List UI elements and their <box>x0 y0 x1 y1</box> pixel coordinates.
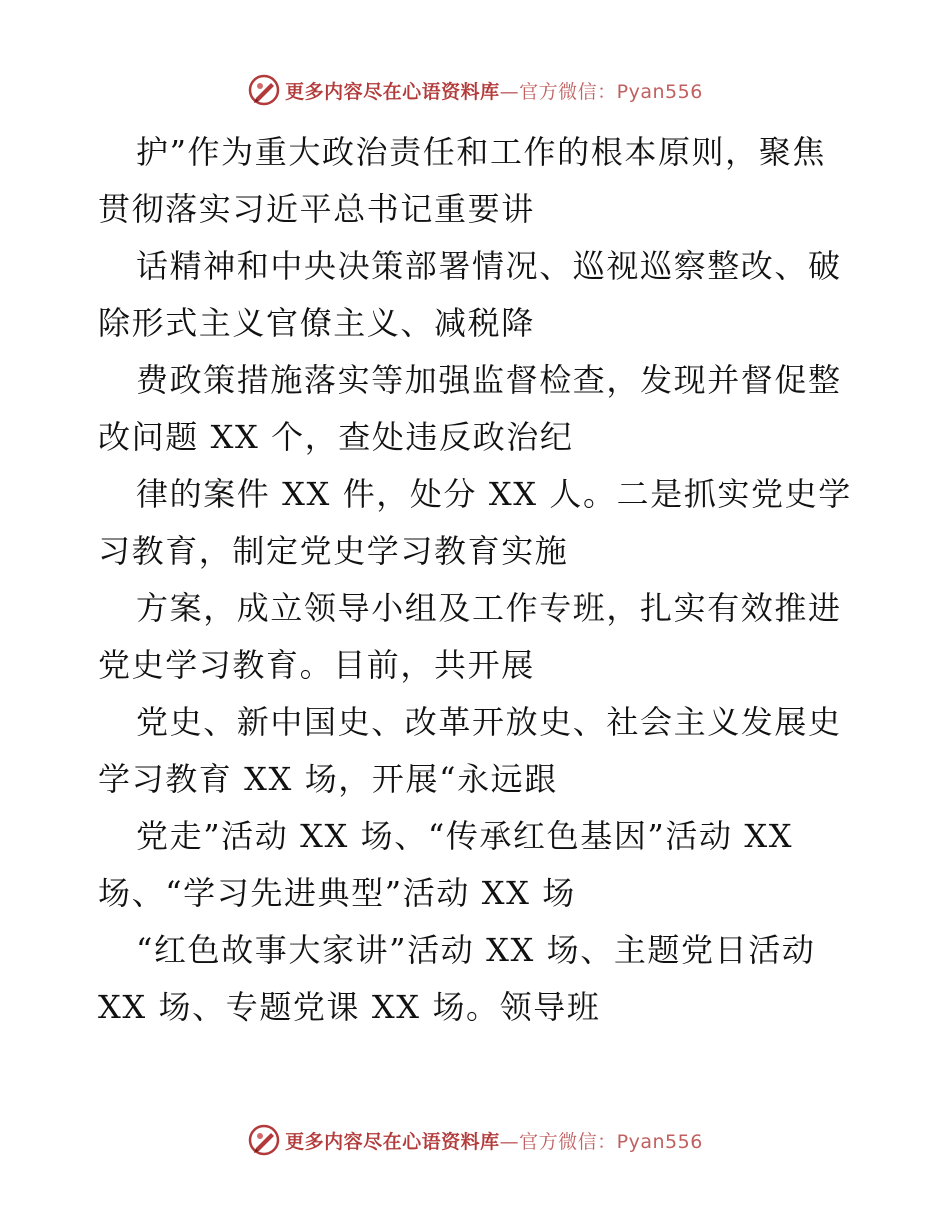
pen-logo-icon <box>247 73 281 107</box>
text-line: “红色故事大家讲”活动 XX 场、主题党日活动 <box>136 931 816 969</box>
text-line: 党史学习教育。目前，共开展 <box>98 646 535 684</box>
header-watermark <box>0 70 950 110</box>
header-brand-text: 更多内容尽在心语资料库 <box>285 80 500 103</box>
text-line: 党走”活动 XX 场、“传承红色基因”活动 XX <box>136 817 794 855</box>
footer-official-text: —官方微信：Pyan556 <box>499 1130 703 1153</box>
text-line: 费政策措施落实等加强监督检查，发现并督促整 <box>136 361 842 399</box>
text-line: 方案，成立领导小组及工作专班，扎实有效推进 <box>136 589 842 627</box>
text-line: 话精神和中央决策部署情况、巡视巡察整改、破 <box>136 247 842 285</box>
text-line: XX 场、专题党课 XX 场。领导班 <box>98 988 601 1026</box>
text-line: 贯彻落实习近平总书记重要讲 <box>98 190 535 228</box>
pen-logo-icon <box>247 1123 281 1157</box>
text-line: 改问题 XX 个，查处违反政治纪 <box>98 418 574 456</box>
footer-brand-text: 更多内容尽在心语资料库 <box>285 1130 500 1153</box>
text-line: 律的案件 XX 件，处分 XX 人。二是抓实党史学 <box>136 475 852 513</box>
document-body <box>98 124 858 1036</box>
text-line: 护”作为重大政治责任和工作的根本原则，聚焦 <box>136 133 826 171</box>
footer-watermark <box>0 1120 950 1160</box>
text-line: 除形式主义官僚主义、减税降 <box>98 304 535 342</box>
text-line: 学习教育 XX 场，开展“永远跟 <box>98 760 558 798</box>
text-line: 党史、新中国史、改革开放史、社会主义发展史 <box>136 703 842 741</box>
text-line: 场、“学习先进典型”活动 XX 场 <box>98 874 576 912</box>
header-official-text: —官方微信：Pyan556 <box>499 80 703 103</box>
text-line: 习教育，制定党史学习教育实施 <box>98 532 569 570</box>
